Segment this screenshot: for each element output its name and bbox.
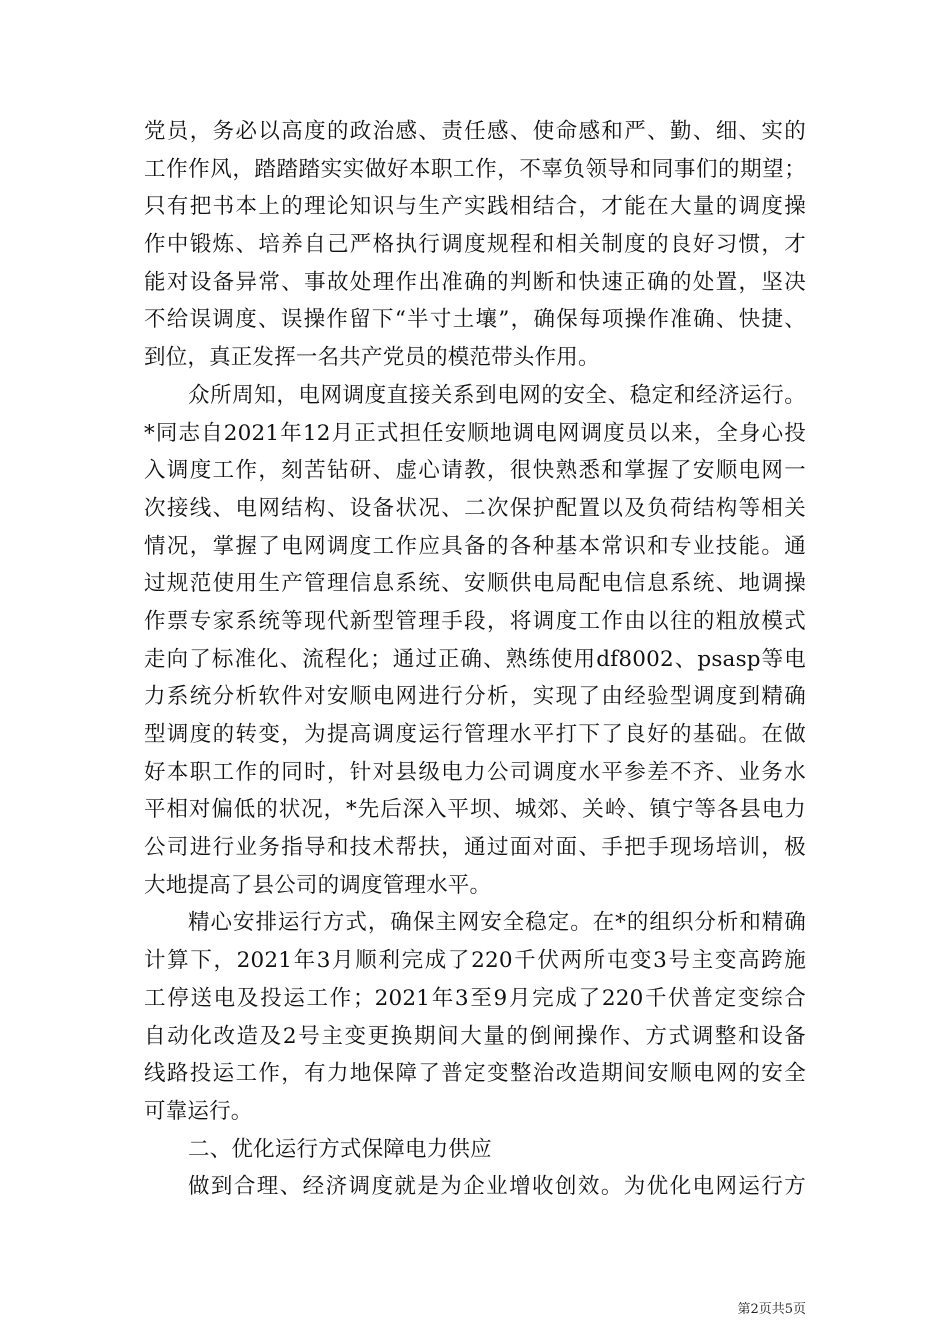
text-line: 入调度工作，刻苦钻研、虚心请教，很快熟悉和掌握了安顺电网一 [144, 458, 806, 484]
text-line: 大地提高了县公司的调度管理水平。 [144, 872, 492, 898]
text-line: 只有把书本上的理论知识与生产实践相结合，才能在大量的调度操 [144, 194, 806, 220]
text-line: 能对设备异常、事故处理作出准确的判断和快速正确的处置，坚决 [144, 269, 806, 295]
text-line: 党员，务必以高度的政治感、责任感、使命感和严、勤、细、实的 [144, 119, 806, 144]
document-body [144, 113, 806, 1206]
text-line: 计算下，2021年3月顺利完成了220千伏两所屯变3号主变高跨施 [144, 948, 806, 974]
text-line: 作票专家系统等现代新型管理手段，将调度工作由以往的粗放模式 [144, 608, 806, 634]
text-line: 好本职工作的同时，针对县级电力公司调度水平参差不齐、业务水 [144, 759, 806, 785]
text-line: 线路投运工作，有力地保障了普定变整治改造期间安顺电网的安全 [144, 1061, 806, 1087]
text-line: 走向了标准化、流程化；通过正确、熟练使用df8002、psasp等电 [144, 646, 806, 672]
text-line: 过规范使用生产管理信息系统、安顺供电局配电信息系统、地调操 [144, 571, 806, 597]
text-line: 众所周知，电网调度直接关系到电网的安全、稳定和经济运行。 [188, 382, 806, 408]
text-line: 工作作风，踏踏踏实实做好本职工作，不辜负领导和同事们的期望； [144, 156, 806, 182]
text-line: 做到合理、经济调度就是为企业增收创效。为优化电网运行方 [188, 1174, 806, 1200]
text-line: 作中锻炼、培养自己严格执行调度规程和相关制度的良好习惯，才 [144, 232, 806, 258]
text-line: 情况，掌握了电网调度工作应具备的各种基本常识和专业技能。通 [144, 533, 806, 559]
text-line: 力系统分析软件对安顺电网进行分析，实现了由经验型调度到精确 [144, 684, 806, 710]
text-line: 平相对偏低的状况，*先后深入平坝、城郊、关岭、镇宁等各县电力 [144, 797, 806, 823]
text-line: 可靠运行。 [144, 1098, 253, 1124]
text-line: 精心安排运行方式，确保主网安全稳定。在*的组织分析和精确 [188, 910, 806, 936]
text-line: *同志自2021年12月正式担任安顺地调电网调度员以来，全身心投 [144, 420, 806, 446]
text-line: 二、优化运行方式保障电力供应 [188, 1136, 492, 1162]
text-line: 到位，真正发挥一名共产党员的模范带头作用。 [144, 345, 600, 371]
text-line: 工停送电及投运工作；2021年3至9月完成了220千伏普定变综合 [144, 985, 806, 1011]
text-line: 型调度的转变，为提高调度运行管理水平打下了良好的基础。在做 [144, 722, 806, 747]
text-line: 不给误调度、误操作留下“半寸土壤”，确保每项操作准确、快捷、 [144, 307, 806, 333]
page-footer: 第2页共5页 [737, 1302, 806, 1317]
text-line: 次接线、电网结构、设备状况、二次保护配置以及负荷结构等相关 [144, 495, 806, 521]
text-line: 自动化改造及2号主变更换期间大量的倒闸操作、方式调整和设备 [144, 1023, 806, 1049]
text-line: 公司进行业务指导和技术帮扶，通过面对面、手把手现场培训，极 [144, 835, 806, 861]
